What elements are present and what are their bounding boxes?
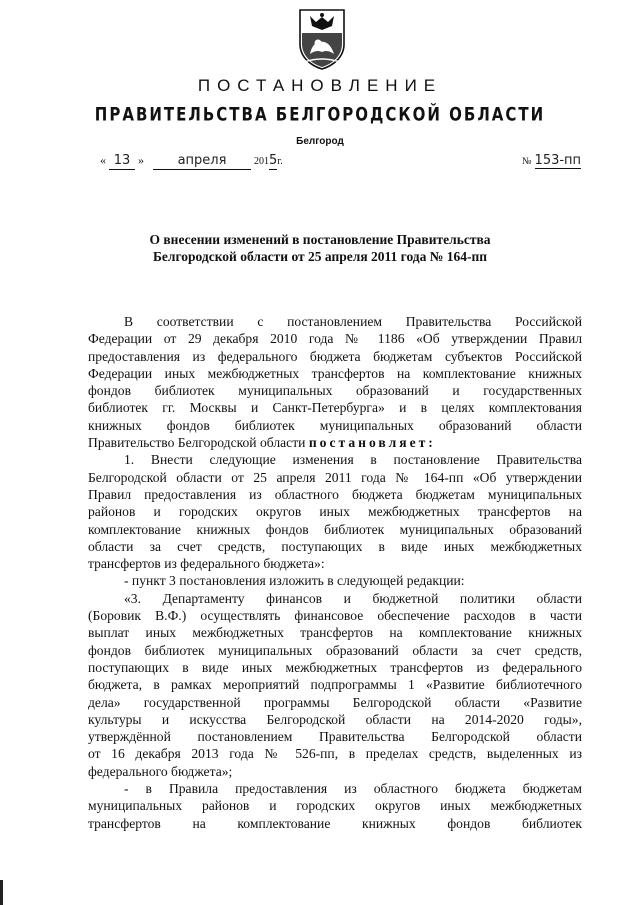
body-line-text: области за счет средств, поступающих в виде иных межбюджетных <box>88 538 582 554</box>
body-line-text: Федерации иных межбюджетных трансфертов на комплектование книжных <box>88 365 582 381</box>
body-line <box>88 728 582 745</box>
city-name: Белгород <box>296 136 344 147</box>
date-year-prefix: 201 <box>254 156 269 167</box>
date-month: апреля <box>153 153 251 170</box>
body-line <box>88 521 582 538</box>
body-line-text: Правительство Белгородской области <box>88 435 306 451</box>
body-line <box>88 659 582 676</box>
document-heading <box>0 231 640 265</box>
date-year-dot: г. <box>277 156 283 167</box>
document-type-title: ПОСТАНОВЛЕНИЕ <box>197 76 443 95</box>
belgorod-coat-of-arms-icon <box>296 6 348 70</box>
body-line-text: Белгородской области от 25 апреля 2011 года № 164-пп «Об утверждении <box>88 469 582 485</box>
issuing-authority: ПРАВИТЕЛЬСТВА БЕЛГОРОДСКОЙ ОБЛАСТИ <box>94 103 546 126</box>
body-line <box>88 676 582 693</box>
date-day: 13 <box>109 153 135 170</box>
body-line-text: выплат иных межбюджетных трансфертов на комплектование книжных <box>88 625 582 641</box>
body-line <box>88 434 582 451</box>
date-quote-close: » <box>138 153 144 167</box>
body-line <box>88 313 582 330</box>
body-line <box>88 538 582 555</box>
body-line-text: «3. Департаменту финансов и бюджетной политики области <box>124 590 582 606</box>
body-line <box>88 624 582 641</box>
body-line <box>88 780 582 797</box>
body-line-text: Федерации от 29 декабря 2010 года № 1186 «Об утверждении Правил <box>88 331 582 347</box>
body-line <box>88 382 582 399</box>
body-line-text: от 16 декабря 2013 года № 526-пп, в пределах средств, выделенных из <box>88 746 582 762</box>
body-line-text: муниципальных районов и городских округов иных межбюджетных <box>88 798 582 814</box>
body-line <box>88 590 582 607</box>
body-line <box>88 486 582 503</box>
body-line <box>88 797 582 814</box>
body-line-text: - пункт 3 постановления изложить в следующей редакции: <box>124 573 465 589</box>
body-line-text: фондов библиотек муниципальных образований области за счет средств, <box>88 642 582 658</box>
body-line-text: районов и городских округов иных межбюджетных трансфертов на <box>88 504 582 520</box>
body-line <box>88 330 582 347</box>
body-line-text: фондов библиотек муниципальных образований и государственных <box>88 383 582 399</box>
document-body <box>88 313 582 832</box>
body-line <box>88 469 582 486</box>
body-line-text: предоставления из федерального бюджета бюджетам субъектов Российской <box>88 348 582 364</box>
date-quote-open: « <box>100 153 106 167</box>
body-line-text: книжных фондов библиотек муниципальных образований области <box>88 417 582 433</box>
body-line-text: федерального бюджета»; <box>88 763 233 779</box>
body-line <box>88 555 582 572</box>
body-line <box>88 607 582 624</box>
body-line <box>88 365 582 382</box>
body-line <box>88 451 582 468</box>
document-date <box>100 152 283 170</box>
document-number <box>522 152 581 170</box>
scan-margin-mark <box>0 880 3 905</box>
body-line-text: утверждённой постановлением Правительства Белгородской области <box>88 729 582 745</box>
body-line-text: трансфертов на комплектование книжных фондов библиотек <box>88 815 582 831</box>
heading-line: Белгородской области от 25 апреля 2011 года № 164-пп <box>152 249 488 264</box>
body-line-text: Правил предоставления из областного бюджета бюджетам муниципальных <box>88 486 582 502</box>
heading-line: О внесении изменений в постановление Правительства <box>149 232 491 247</box>
body-line-text: (Боровик В.Ф.) осуществлять финансовое обеспечение расходов в части <box>88 608 582 624</box>
body-line <box>88 572 582 589</box>
date-year-suffix: 5 <box>269 153 278 168</box>
number-value: 153-пп <box>534 153 582 168</box>
body-line-text: комплектование книжных фондов библиотек муниципальных образований <box>88 521 582 537</box>
body-line <box>88 399 582 416</box>
body-line <box>88 348 582 365</box>
number-prefix: № <box>522 156 532 167</box>
body-line <box>88 417 582 434</box>
body-line-text: 1. Внести следующие изменения в постановление Правительства <box>124 452 582 468</box>
body-line <box>88 642 582 659</box>
body-line-text: В соответствии с постановлением Правительства Российской <box>124 314 582 329</box>
body-line-text: библиотек гг. Москвы и Санкт-Петербурга» и в целях комплектования <box>88 400 582 416</box>
body-line-text: - в Правила предоставления из областного бюджета бюджетам <box>124 781 582 797</box>
body-line <box>88 745 582 762</box>
body-line <box>88 711 582 728</box>
resolves-keyword: постановляет: <box>308 435 436 451</box>
body-line <box>88 763 582 780</box>
body-line <box>88 503 582 520</box>
body-line-text: дела» государственной программы Белгородской области «Развитие <box>88 694 582 710</box>
body-line-text: бюджета, в рамках мероприятий подпрограммы 1 «Развитие библиотечного <box>88 677 582 693</box>
body-line-text: культуры и искусства Белгородской области на 2014-2020 годы», <box>88 711 582 727</box>
body-line <box>88 694 582 711</box>
body-line-text: поступающих в виде иных межбюджетных трансфертов из федерального <box>88 659 582 675</box>
body-line <box>88 815 582 832</box>
body-line-text: трансфертов из федерального бюджета»: <box>88 556 325 572</box>
